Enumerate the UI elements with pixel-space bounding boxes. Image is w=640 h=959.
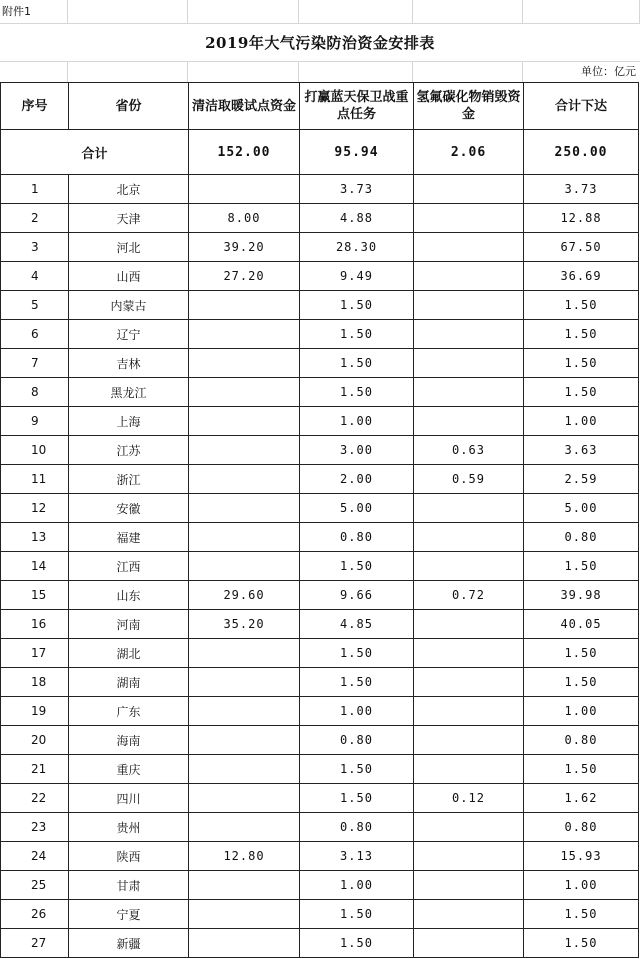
province-cell: 重庆 xyxy=(69,755,189,784)
header-province: 省份 xyxy=(69,83,189,130)
hfc-cell xyxy=(414,929,524,958)
seq-cell: 16 xyxy=(1,610,69,639)
province-cell: 湖北 xyxy=(69,639,189,668)
seq-cell: 18 xyxy=(1,668,69,697)
hfc-cell xyxy=(414,175,524,204)
header-blue-sky: 打赢蓝天保卫战重点任务 xyxy=(300,83,414,130)
hfc-cell xyxy=(414,291,524,320)
table-row xyxy=(1,349,639,378)
clean-heating-cell xyxy=(189,813,300,842)
province-cell: 河南 xyxy=(69,610,189,639)
total-cell: 67.50 xyxy=(524,233,639,262)
grid-cell xyxy=(68,0,188,24)
hfc-cell xyxy=(414,378,524,407)
blue-sky-cell: 9.49 xyxy=(300,262,414,291)
province-cell: 河北 xyxy=(69,233,189,262)
seq-cell: 27 xyxy=(1,929,69,958)
blue-sky-cell: 4.88 xyxy=(300,204,414,233)
hfc-cell xyxy=(414,523,524,552)
seq-cell: 15 xyxy=(1,581,69,610)
seq-cell: 19 xyxy=(1,697,69,726)
clean-heating-cell xyxy=(189,320,300,349)
blue-sky-cell: 28.30 xyxy=(300,233,414,262)
hfc-cell: 0.59 xyxy=(414,465,524,494)
hfc-cell xyxy=(414,697,524,726)
header-clean-heating: 清洁取暖试点资金 xyxy=(189,83,300,130)
total-cell: 1.00 xyxy=(524,697,639,726)
table-row xyxy=(1,784,639,813)
total-cell: 0.80 xyxy=(524,726,639,755)
seq-cell: 21 xyxy=(1,755,69,784)
hfc-cell: 0.63 xyxy=(414,436,524,465)
hfc-cell xyxy=(414,233,524,262)
table-row xyxy=(1,842,639,871)
total-cell: 1.50 xyxy=(524,320,639,349)
table-row xyxy=(1,929,639,958)
seq-cell: 7 xyxy=(1,349,69,378)
blue-sky-cell: 1.00 xyxy=(300,407,414,436)
total-label: 合计 xyxy=(1,130,189,175)
clean-heating-cell xyxy=(189,929,300,958)
hfc-cell xyxy=(414,204,524,233)
blue-sky-cell: 1.50 xyxy=(300,668,414,697)
seq-cell: 22 xyxy=(1,784,69,813)
total-cell: 36.69 xyxy=(524,262,639,291)
total-cell: 1.50 xyxy=(524,929,639,958)
table-row xyxy=(1,465,639,494)
hfc-cell xyxy=(414,668,524,697)
clean-heating-cell xyxy=(189,784,300,813)
seq-cell: 5 xyxy=(1,291,69,320)
hfc-cell xyxy=(414,552,524,581)
total-cell: 40.05 xyxy=(524,610,639,639)
blue-sky-cell: 1.50 xyxy=(300,291,414,320)
table-row xyxy=(1,494,639,523)
total-cell: 1.50 xyxy=(524,900,639,929)
province-cell: 福建 xyxy=(69,523,189,552)
clean-heating-cell xyxy=(189,349,300,378)
blue-sky-cell: 1.50 xyxy=(300,320,414,349)
clean-heating-cell xyxy=(189,407,300,436)
clean-heating-cell xyxy=(189,871,300,900)
hfc-cell xyxy=(414,871,524,900)
table-row xyxy=(1,726,639,755)
blue-sky-cell: 1.00 xyxy=(300,871,414,900)
blue-sky-cell: 1.00 xyxy=(300,697,414,726)
seq-cell: 12 xyxy=(1,494,69,523)
total-cell: 2.59 xyxy=(524,465,639,494)
clean-heating-cell xyxy=(189,668,300,697)
attachment-label: 附件1 xyxy=(0,0,68,24)
grid-cell xyxy=(299,62,413,82)
table-row xyxy=(1,668,639,697)
seq-cell: 13 xyxy=(1,523,69,552)
province-cell: 山东 xyxy=(69,581,189,610)
total-cell: 0.80 xyxy=(524,523,639,552)
blue-sky-cell: 1.50 xyxy=(300,755,414,784)
total-cell: 1.50 xyxy=(524,291,639,320)
clean-heating-cell xyxy=(189,378,300,407)
blue-sky-cell: 1.50 xyxy=(300,929,414,958)
seq-cell: 23 xyxy=(1,813,69,842)
blue-sky-cell: 1.50 xyxy=(300,900,414,929)
table-row xyxy=(1,552,639,581)
table-row xyxy=(1,639,639,668)
province-cell: 辽宁 xyxy=(69,320,189,349)
blue-sky-cell: 2.00 xyxy=(300,465,414,494)
seq-cell: 6 xyxy=(1,320,69,349)
total-cell: 1.50 xyxy=(524,378,639,407)
table-row xyxy=(1,262,639,291)
hfc-cell xyxy=(414,320,524,349)
province-cell: 安徽 xyxy=(69,494,189,523)
clean-heating-cell: 12.80 xyxy=(189,842,300,871)
province-cell: 江西 xyxy=(69,552,189,581)
province-cell: 广东 xyxy=(69,697,189,726)
total-cell: 1.50 xyxy=(524,639,639,668)
hfc-cell: 0.12 xyxy=(414,784,524,813)
table-row xyxy=(1,436,639,465)
total-cell: 15.93 xyxy=(524,842,639,871)
hfc-cell: 0.72 xyxy=(414,581,524,610)
seq-cell: 26 xyxy=(1,900,69,929)
grid-cell xyxy=(413,62,523,82)
blue-sky-cell: 4.85 xyxy=(300,610,414,639)
province-cell: 甘肃 xyxy=(69,871,189,900)
province-cell: 黑龙江 xyxy=(69,378,189,407)
blue-sky-cell: 0.80 xyxy=(300,813,414,842)
table-row xyxy=(1,407,639,436)
unit-row xyxy=(0,62,640,82)
hfc-cell xyxy=(414,726,524,755)
funding-table xyxy=(0,82,639,958)
total-hfc: 2.06 xyxy=(414,130,524,175)
table-header-row xyxy=(1,83,639,130)
total-cell: 1.50 xyxy=(524,668,639,697)
province-cell: 陕西 xyxy=(69,842,189,871)
table-row xyxy=(1,233,639,262)
province-cell: 宁夏 xyxy=(69,900,189,929)
clean-heating-cell: 39.20 xyxy=(189,233,300,262)
clean-heating-cell xyxy=(189,291,300,320)
clean-heating-cell xyxy=(189,697,300,726)
header-seq: 序号 xyxy=(1,83,69,130)
total-cell: 1.00 xyxy=(524,871,639,900)
table-row xyxy=(1,813,639,842)
clean-heating-cell: 35.20 xyxy=(189,610,300,639)
total-cell: 3.73 xyxy=(524,175,639,204)
seq-cell: 8 xyxy=(1,378,69,407)
clean-heating-cell: 8.00 xyxy=(189,204,300,233)
blue-sky-cell: 0.80 xyxy=(300,726,414,755)
seq-cell: 20 xyxy=(1,726,69,755)
province-cell: 新疆 xyxy=(69,929,189,958)
seq-cell: 25 xyxy=(1,871,69,900)
blue-sky-cell: 3.13 xyxy=(300,842,414,871)
total-cell: 1.50 xyxy=(524,349,639,378)
total-cell: 12.88 xyxy=(524,204,639,233)
hfc-cell xyxy=(414,900,524,929)
total-cell: 3.63 xyxy=(524,436,639,465)
province-cell: 海南 xyxy=(69,726,189,755)
seq-cell: 2 xyxy=(1,204,69,233)
seq-cell: 14 xyxy=(1,552,69,581)
province-cell: 四川 xyxy=(69,784,189,813)
clean-heating-cell xyxy=(189,552,300,581)
table-row xyxy=(1,755,639,784)
page-title: 2019年大气污染防治资金安排表 xyxy=(0,24,640,62)
blue-sky-cell: 1.50 xyxy=(300,639,414,668)
hfc-cell xyxy=(414,842,524,871)
seq-cell: 9 xyxy=(1,407,69,436)
table-row xyxy=(1,610,639,639)
clean-heating-cell xyxy=(189,523,300,552)
total-cell: 1.50 xyxy=(524,552,639,581)
province-cell: 上海 xyxy=(69,407,189,436)
grid-cell xyxy=(188,0,299,24)
attachment-row xyxy=(0,0,640,24)
seq-cell: 11 xyxy=(1,465,69,494)
clean-heating-cell xyxy=(189,436,300,465)
province-cell: 湖南 xyxy=(69,668,189,697)
table-row xyxy=(1,581,639,610)
total-cell: 5.00 xyxy=(524,494,639,523)
province-cell: 浙江 xyxy=(69,465,189,494)
table-row xyxy=(1,378,639,407)
total-cell: 39.98 xyxy=(524,581,639,610)
seq-cell: 1 xyxy=(1,175,69,204)
total-sum: 250.00 xyxy=(524,130,639,175)
unit-label: 单位：亿元 xyxy=(581,65,636,78)
clean-heating-cell xyxy=(189,175,300,204)
blue-sky-cell: 1.50 xyxy=(300,552,414,581)
clean-heating-cell xyxy=(189,465,300,494)
hfc-cell xyxy=(414,813,524,842)
table-row xyxy=(1,320,639,349)
table-row xyxy=(1,523,639,552)
hfc-cell xyxy=(414,349,524,378)
seq-cell: 4 xyxy=(1,262,69,291)
grid-cell xyxy=(68,62,188,82)
clean-heating-cell xyxy=(189,900,300,929)
blue-sky-cell: 5.00 xyxy=(300,494,414,523)
hfc-cell xyxy=(414,494,524,523)
table-row xyxy=(1,204,639,233)
seq-cell: 17 xyxy=(1,639,69,668)
province-cell: 贵州 xyxy=(69,813,189,842)
seq-cell: 3 xyxy=(1,233,69,262)
seq-cell: 10 xyxy=(1,436,69,465)
total-cell: 1.50 xyxy=(524,755,639,784)
total-cell: 1.62 xyxy=(524,784,639,813)
blue-sky-cell: 9.66 xyxy=(300,581,414,610)
header-total: 合计下达 xyxy=(524,83,639,130)
clean-heating-cell: 29.60 xyxy=(189,581,300,610)
hfc-cell xyxy=(414,639,524,668)
clean-heating-cell: 27.20 xyxy=(189,262,300,291)
table-row xyxy=(1,175,639,204)
grid-cell xyxy=(299,0,413,24)
grid-cell xyxy=(413,0,523,24)
blue-sky-cell: 1.50 xyxy=(300,784,414,813)
hfc-cell xyxy=(414,610,524,639)
table-row xyxy=(1,697,639,726)
table-row xyxy=(1,871,639,900)
clean-heating-cell xyxy=(189,639,300,668)
province-cell: 北京 xyxy=(69,175,189,204)
blue-sky-cell: 3.00 xyxy=(300,436,414,465)
blue-sky-cell: 1.50 xyxy=(300,349,414,378)
province-cell: 天津 xyxy=(69,204,189,233)
clean-heating-cell xyxy=(189,755,300,784)
blue-sky-cell: 1.50 xyxy=(300,378,414,407)
hfc-cell xyxy=(414,407,524,436)
grid-cell xyxy=(523,0,640,24)
hfc-cell xyxy=(414,755,524,784)
province-cell: 内蒙古 xyxy=(69,291,189,320)
clean-heating-cell xyxy=(189,494,300,523)
table-row xyxy=(1,291,639,320)
province-cell: 江苏 xyxy=(69,436,189,465)
grid-cell xyxy=(0,62,68,82)
total-cell: 0.80 xyxy=(524,813,639,842)
grid-cell xyxy=(188,62,299,82)
blue-sky-cell: 0.80 xyxy=(300,523,414,552)
table-row xyxy=(1,900,639,929)
province-cell: 山西 xyxy=(69,262,189,291)
hfc-cell xyxy=(414,262,524,291)
province-cell: 吉林 xyxy=(69,349,189,378)
total-cell: 1.00 xyxy=(524,407,639,436)
seq-cell: 24 xyxy=(1,842,69,871)
total-clean-heating: 152.00 xyxy=(189,130,300,175)
total-row xyxy=(1,130,639,175)
total-blue-sky: 95.94 xyxy=(300,130,414,175)
header-hfc: 氢氟碳化物销毁资金 xyxy=(414,83,524,130)
clean-heating-cell xyxy=(189,726,300,755)
blue-sky-cell: 3.73 xyxy=(300,175,414,204)
